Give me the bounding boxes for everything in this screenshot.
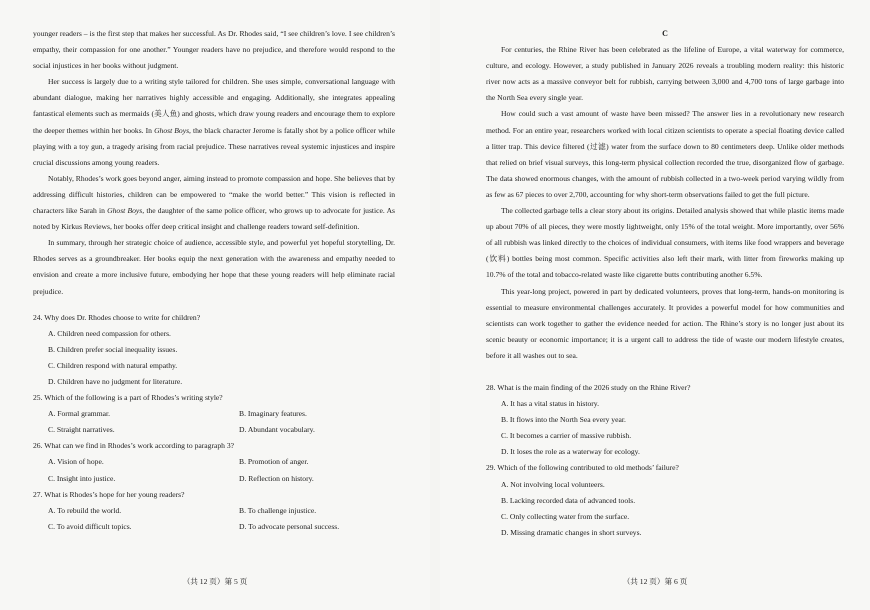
option-b[interactable]: B. Lacking recorded data of advanced tools. [501, 495, 636, 505]
text-span: , the black character Jerome is fatally shot by a police officer while playing with a toy gun, a tragedy arising from racial prejudice. These narratives reveal systemic injustices and inspire crucial discussions among young readers. [33, 125, 395, 167]
option-d[interactable]: D. Reflection on history. [239, 473, 314, 483]
question-28 [486, 380, 844, 460]
question-stem: 24. Why does Dr. Rhodes choose to write for children? [33, 312, 201, 322]
option-b[interactable]: B. Children prefer social inequality issues. [48, 344, 178, 354]
option-d[interactable]: D. Children have no judgment for literature. [48, 376, 183, 386]
option-a[interactable]: A. Children need compassion for others. [48, 328, 171, 338]
options-row [33, 519, 395, 535]
question-stem: 26. What can we find in Rhodes’s work according to paragraph 3? [33, 441, 235, 451]
option-a[interactable]: A. To rebuild the world. [48, 505, 122, 515]
question-27 [33, 487, 395, 535]
page-footer: （共 12 页）第 6 页 [622, 577, 688, 586]
text-span: , the daughter of the same police officer, who grows up to advocate for justice. As noted by Kirkus Reviews, her books offer deep critical insight and challenge readers toward self-definition. [33, 206, 396, 232]
question-24 [33, 310, 395, 390]
option-c[interactable]: C. Straight narratives. [48, 425, 115, 435]
option-c[interactable]: C. Insight into justice. [48, 473, 116, 483]
question-26 [33, 438, 395, 486]
question-stem: 28. What is the main finding of the 2026 study on the Rhine River? [486, 382, 691, 392]
option-a[interactable]: A. It has a vital status in history. [501, 399, 600, 409]
left-column [33, 26, 395, 535]
option-d[interactable]: D. It loses the role as a waterway for ecology. [501, 447, 640, 457]
option-b[interactable]: B. To challenge injustice. [239, 505, 317, 515]
book-title: Ghost Boys [154, 125, 190, 135]
options-row [33, 406, 395, 422]
passage-b-para-2 [33, 74, 395, 171]
right-column [486, 26, 844, 541]
passage-c-para-3: The collected garbage tells a clear story about its origins. Detailed analysis showed that while plastic items made up about 70% of all pieces, they were mostly lightweight, only 15% of the total weight. More importantly, over 56% of all rubbish was linked directly to the choices of individual consumers, with items like food wrappers and beverage (饮料) bottles being most common. Specific activities also left their mark, with litter from fireworks making up 10.7% of the total and tobacco-related waste like cigarette butts contributing another 6.5%. [486, 206, 844, 280]
option-a[interactable]: A. Vision of hope. [48, 457, 104, 467]
right-page [440, 0, 870, 610]
left-page [0, 0, 430, 610]
option-c[interactable]: C. Children respond with natural empathy. [48, 360, 178, 370]
question-25 [33, 390, 395, 438]
option-d[interactable]: D. Missing dramatic changes in short surveys. [501, 527, 642, 537]
question-stem: 29. Which of the following contributed to old methods’ failure? [486, 463, 679, 473]
passage-c-para-4: This year-long project, powered in part by dedicated volunteers, proves that long-term, hands-on monitoring is essential to measure environmental challenges accurately. It provides a powerful model for how communities and scientists can work together to gather the evidence needed for action. The Rhine’s story is no longer just about its scenic beauty or economic importance; it is a urgent call to address the tide of waste our modern lifestyle creates, before it all washes out to sea. [486, 286, 844, 360]
option-c[interactable]: C. To avoid difficult topics. [48, 521, 132, 531]
passage-b-para-4: In summary, through her strategic choice of audience, accessible style, and powerful yet hopeful storytelling, Dr. Rhodes serves as a groundbreaker. Her books equip the next generation with the awareness and empathy needed to envision and create a more inclusive future, embodying her hope that these young readers will help eliminate racial prejudice. [33, 238, 395, 296]
question-29 [486, 460, 844, 540]
option-d[interactable]: D. To advocate personal success. [239, 521, 340, 531]
options-row [33, 503, 395, 519]
section-title: C [662, 29, 668, 38]
option-d[interactable]: D. Abundant vocabulary. [239, 425, 315, 435]
option-b[interactable]: B. Imaginary features. [239, 409, 307, 419]
passage-b-para-3 [33, 171, 395, 235]
option-a[interactable]: A. Not involving local volunteers. [501, 479, 605, 489]
options-row [33, 422, 395, 438]
option-b[interactable]: B. It flows into the North Sea every year. [501, 415, 626, 425]
page-footer: （共 12 页）第 5 页 [182, 577, 248, 586]
option-c[interactable]: C. Only collecting water from the surface. [501, 511, 630, 521]
option-c[interactable]: C. It becomes a carrier of massive rubbish. [501, 431, 632, 441]
passage-b-para-continued: younger readers – is the first step that makes her successful. As Dr. Rhodes said, “I see children’s love. I see children’s empathy, their compassion for one another.” Younger readers have no prejudice, and therefore would respond to the social injustices in her books without judgment. [33, 29, 395, 71]
text-span: Notably, Rhodes’s work goes beyond anger, aiming instead to promote compassion and hope. She believes that by addressing difficult histories, children can be empowered to “make the world better.” This vision is reflected in characters like Sarah in [33, 173, 395, 216]
text-span: Her success is largely due to a writing style tailored for children. She uses simple, conversational language with abundant dialogue, making her narratives highly accessible and engaging. Additionally, she integrates appealing fantastical elements such as mermaids (美人鱼) and ghosts, which draw young readers and encourage them to explore the deeper themes within her books. In [33, 77, 395, 135]
passage-c-para-1: For centuries, the Rhine River has been celebrated as the lifeline of Europe, a vital waterway for commerce, culture, and ecology. However, a study published in January 2026 reveals a troubling modern reality: this historic river now acts as a massive conveyor belt for rubbish, carrying between 3,000 and 4,700 tons of large garbage into the North Sea every single year. [486, 45, 844, 103]
options-row [33, 471, 395, 487]
book-title: Ghost Boys [107, 206, 143, 216]
option-a[interactable]: A. Formal grammar. [48, 409, 111, 419]
passage-c-para-2: How could such a vast amount of waste have been missed? The answer lies in a revolutionary new research method. For an entire year, researchers worked with local citizen scientists to operate a special floating device called a litter trap. This device filtered (过滤) water from the surface down to 80 centimeters deep. Unlike older methods that relied on brief visual surveys, this long-term physical collection recorded the true, disorganized flow of garbage. The data showed enormous changes, with the amount of rubbish collected in a two-week period varying wildly from as few as 67 pieces to over 2,700, accounting for why short-term observations failed to get the full picture. [486, 109, 844, 199]
question-stem: 25. Which of the following is a part of Rhodes’s writing style? [33, 393, 223, 403]
options-row [33, 454, 395, 470]
question-stem: 27. What is Rhodes’s hope for her young readers? [33, 489, 185, 499]
option-b[interactable]: B. Promotion of anger. [239, 457, 309, 467]
